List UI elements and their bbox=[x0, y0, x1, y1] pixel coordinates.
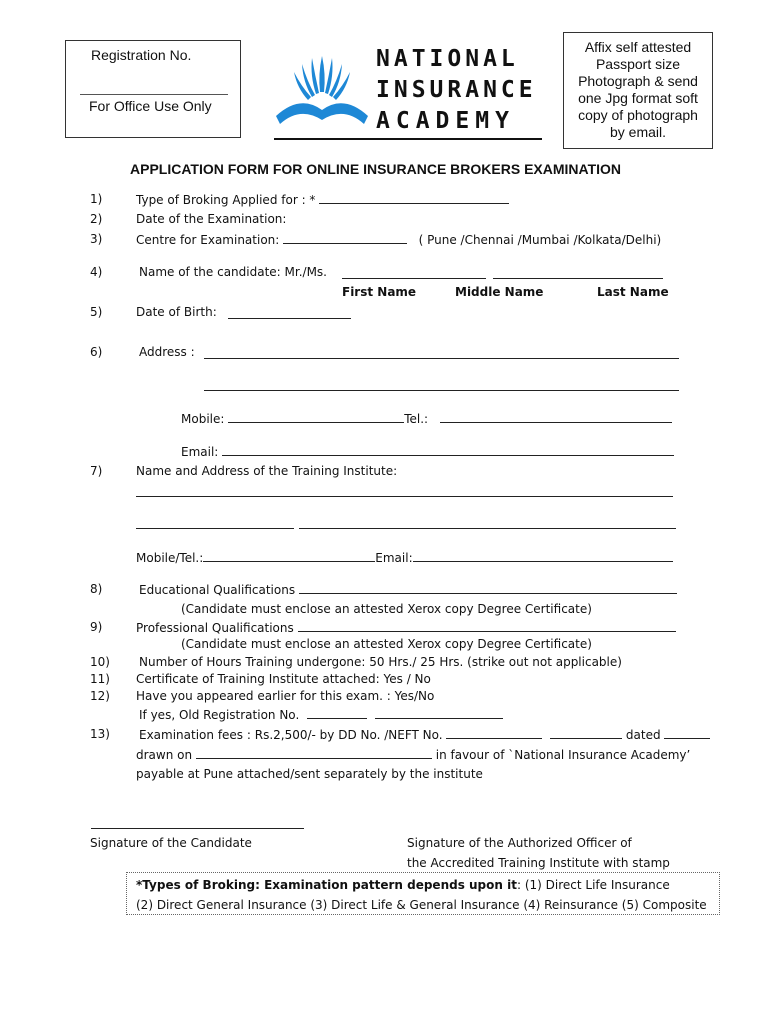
education-label bbox=[139, 582, 677, 597]
centre-text: Centre for Examination: bbox=[136, 233, 280, 247]
fees-text: Examination fees : Rs.2,500/- by DD No. /NEFT No. bbox=[139, 728, 443, 742]
photo-line: Affix self attested bbox=[584, 39, 692, 55]
payable-label: payable at Pune attached/sent separately by the institute bbox=[136, 767, 483, 781]
dated-field[interactable] bbox=[664, 727, 710, 739]
first-name-field[interactable] bbox=[342, 278, 486, 279]
photo-line: Photograph & send bbox=[578, 73, 698, 89]
last-name-caption: Last Name bbox=[597, 285, 669, 299]
item-number: 9) bbox=[90, 620, 103, 634]
address-field-1[interactable] bbox=[204, 358, 679, 359]
dob-field[interactable] bbox=[228, 318, 351, 319]
registration-label: Registration No. bbox=[91, 47, 192, 63]
institute-field-2b[interactable] bbox=[299, 528, 676, 529]
office-use-label: For Office Use Only bbox=[89, 98, 212, 114]
old-registration-label bbox=[139, 707, 503, 722]
institute-mobile-field[interactable] bbox=[203, 550, 375, 562]
first-name-caption: First Name bbox=[342, 285, 417, 299]
registration-box bbox=[65, 40, 241, 138]
drawn-on-label bbox=[136, 747, 690, 762]
item-number: 11) bbox=[90, 672, 110, 686]
old-registration-text: If yes, Old Registration No. bbox=[139, 708, 300, 722]
logo-word-academy: ACADEMY bbox=[376, 108, 515, 134]
registration-line[interactable] bbox=[80, 94, 228, 95]
tel-text: Tel.: bbox=[404, 412, 429, 426]
item-number: 5) bbox=[90, 305, 103, 319]
mobile-field[interactable] bbox=[228, 411, 404, 423]
photo-box bbox=[563, 32, 713, 149]
institute-mobile-label bbox=[136, 550, 673, 565]
item-number: 2) bbox=[90, 212, 103, 226]
fees-label bbox=[139, 727, 710, 742]
professional-field[interactable] bbox=[298, 620, 676, 632]
logo-underline bbox=[274, 138, 542, 140]
item-number: 4) bbox=[90, 265, 103, 279]
item-number: 10) bbox=[90, 655, 110, 669]
dated-text: dated bbox=[625, 728, 661, 742]
favour-text: in favour of `National Insurance Academy’ bbox=[435, 748, 691, 762]
address-field-2[interactable] bbox=[204, 390, 679, 391]
logo-word-insurance: INSURANCE bbox=[376, 77, 537, 103]
institute-field-1[interactable] bbox=[136, 496, 673, 497]
photo-line: by email. bbox=[609, 124, 667, 140]
centre-field[interactable] bbox=[283, 232, 407, 244]
photo-line: Passport size bbox=[595, 56, 681, 72]
centre-label bbox=[136, 232, 661, 247]
old-registration-field-2[interactable] bbox=[375, 707, 503, 719]
dob-label: Date of Birth: bbox=[136, 305, 217, 319]
item-number: 8) bbox=[90, 582, 103, 596]
education-text: Educational Qualifications bbox=[139, 583, 296, 597]
professional-note: (Candidate must enclose an attested Xerox copy Degree Certificate) bbox=[181, 637, 592, 651]
item-number: 6) bbox=[90, 345, 103, 359]
drawn-on-text: drawn on bbox=[136, 748, 193, 762]
broking-type-label bbox=[136, 192, 509, 207]
officer-signature-label-1: Signature of the Authorized Officer of bbox=[407, 836, 632, 850]
broking-types-first: : (1) Direct Life Insurance bbox=[516, 878, 670, 892]
drawn-on-field[interactable] bbox=[196, 747, 432, 759]
broking-type-field[interactable] bbox=[319, 192, 509, 204]
dd-number-field[interactable] bbox=[446, 727, 542, 739]
training-hours-label: Number of Hours Training undergone: 50 Hrs./ 25 Hrs. (strike out not applicable) bbox=[139, 655, 622, 669]
broking-types-line-1 bbox=[136, 878, 670, 892]
mobile-text: Mobile: bbox=[181, 412, 225, 426]
candidate-signature-label: Signature of the Candidate bbox=[90, 836, 252, 850]
item-number: 7) bbox=[90, 464, 103, 478]
institute-label: Name and Address of the Training Institute: bbox=[136, 464, 398, 478]
broking-types-heading: *Types of Broking: Examination pattern depends upon it bbox=[136, 878, 517, 892]
institute-field-2a[interactable] bbox=[136, 528, 294, 529]
centre-options: ( Pune /Chennai /Mumbai /Kolkata/Delhi) bbox=[418, 233, 662, 247]
email-field[interactable] bbox=[222, 444, 674, 456]
item-number: 3) bbox=[90, 232, 103, 246]
institute-email-field[interactable] bbox=[413, 550, 673, 562]
photo-line: copy of photograph bbox=[578, 107, 698, 123]
address-label: Address : bbox=[139, 345, 195, 359]
form-title: APPLICATION FORM FOR ONLINE INSURANCE BROKERS EXAMINATION bbox=[130, 161, 622, 177]
old-registration-field-1[interactable] bbox=[307, 707, 367, 719]
neft-number-field[interactable] bbox=[550, 727, 622, 739]
education-field[interactable] bbox=[299, 582, 677, 594]
exam-date-label: Date of the Examination: bbox=[136, 212, 287, 226]
broking-type-text: Type of Broking Applied for : * bbox=[136, 193, 316, 207]
mobile-tel-text: Mobile/Tel.: bbox=[136, 551, 204, 565]
logo-word-national: NATIONAL bbox=[376, 46, 519, 72]
academy-logo bbox=[272, 44, 547, 148]
appeared-earlier-label: Have you appeared earlier for this exam. : Yes/No bbox=[136, 689, 435, 703]
photo-line: one Jpg format soft bbox=[578, 90, 698, 106]
item-number: 1) bbox=[90, 192, 103, 206]
middle-name-caption: Middle Name bbox=[455, 285, 544, 299]
professional-text: Professional Qualifications bbox=[136, 621, 294, 635]
item-number: 13) bbox=[90, 727, 110, 741]
email2-text: Email: bbox=[375, 551, 413, 565]
tel-field[interactable] bbox=[440, 411, 672, 423]
email-text: Email: bbox=[181, 445, 219, 459]
candidate-name-label: Name of the candidate: Mr./Ms. bbox=[139, 265, 327, 279]
book-emblem-icon bbox=[272, 44, 372, 136]
candidate-signature-line[interactable] bbox=[91, 828, 304, 829]
email-label bbox=[181, 444, 674, 459]
broking-types-box bbox=[126, 872, 720, 915]
professional-label bbox=[136, 620, 676, 635]
mobile-label bbox=[181, 411, 672, 426]
broking-types-line-2: (2) Direct General Insurance (3) Direct Life & General Insurance (4) Reinsurance (5) Composite bbox=[136, 898, 707, 912]
officer-signature-label-2: the Accredited Training Institute with stamp bbox=[407, 856, 670, 870]
education-note: (Candidate must enclose an attested Xerox copy Degree Certificate) bbox=[181, 602, 592, 616]
last-name-field[interactable] bbox=[493, 278, 663, 279]
item-number: 12) bbox=[90, 689, 110, 703]
certificate-label: Certificate of Training Institute attached: Yes / No bbox=[136, 672, 431, 686]
